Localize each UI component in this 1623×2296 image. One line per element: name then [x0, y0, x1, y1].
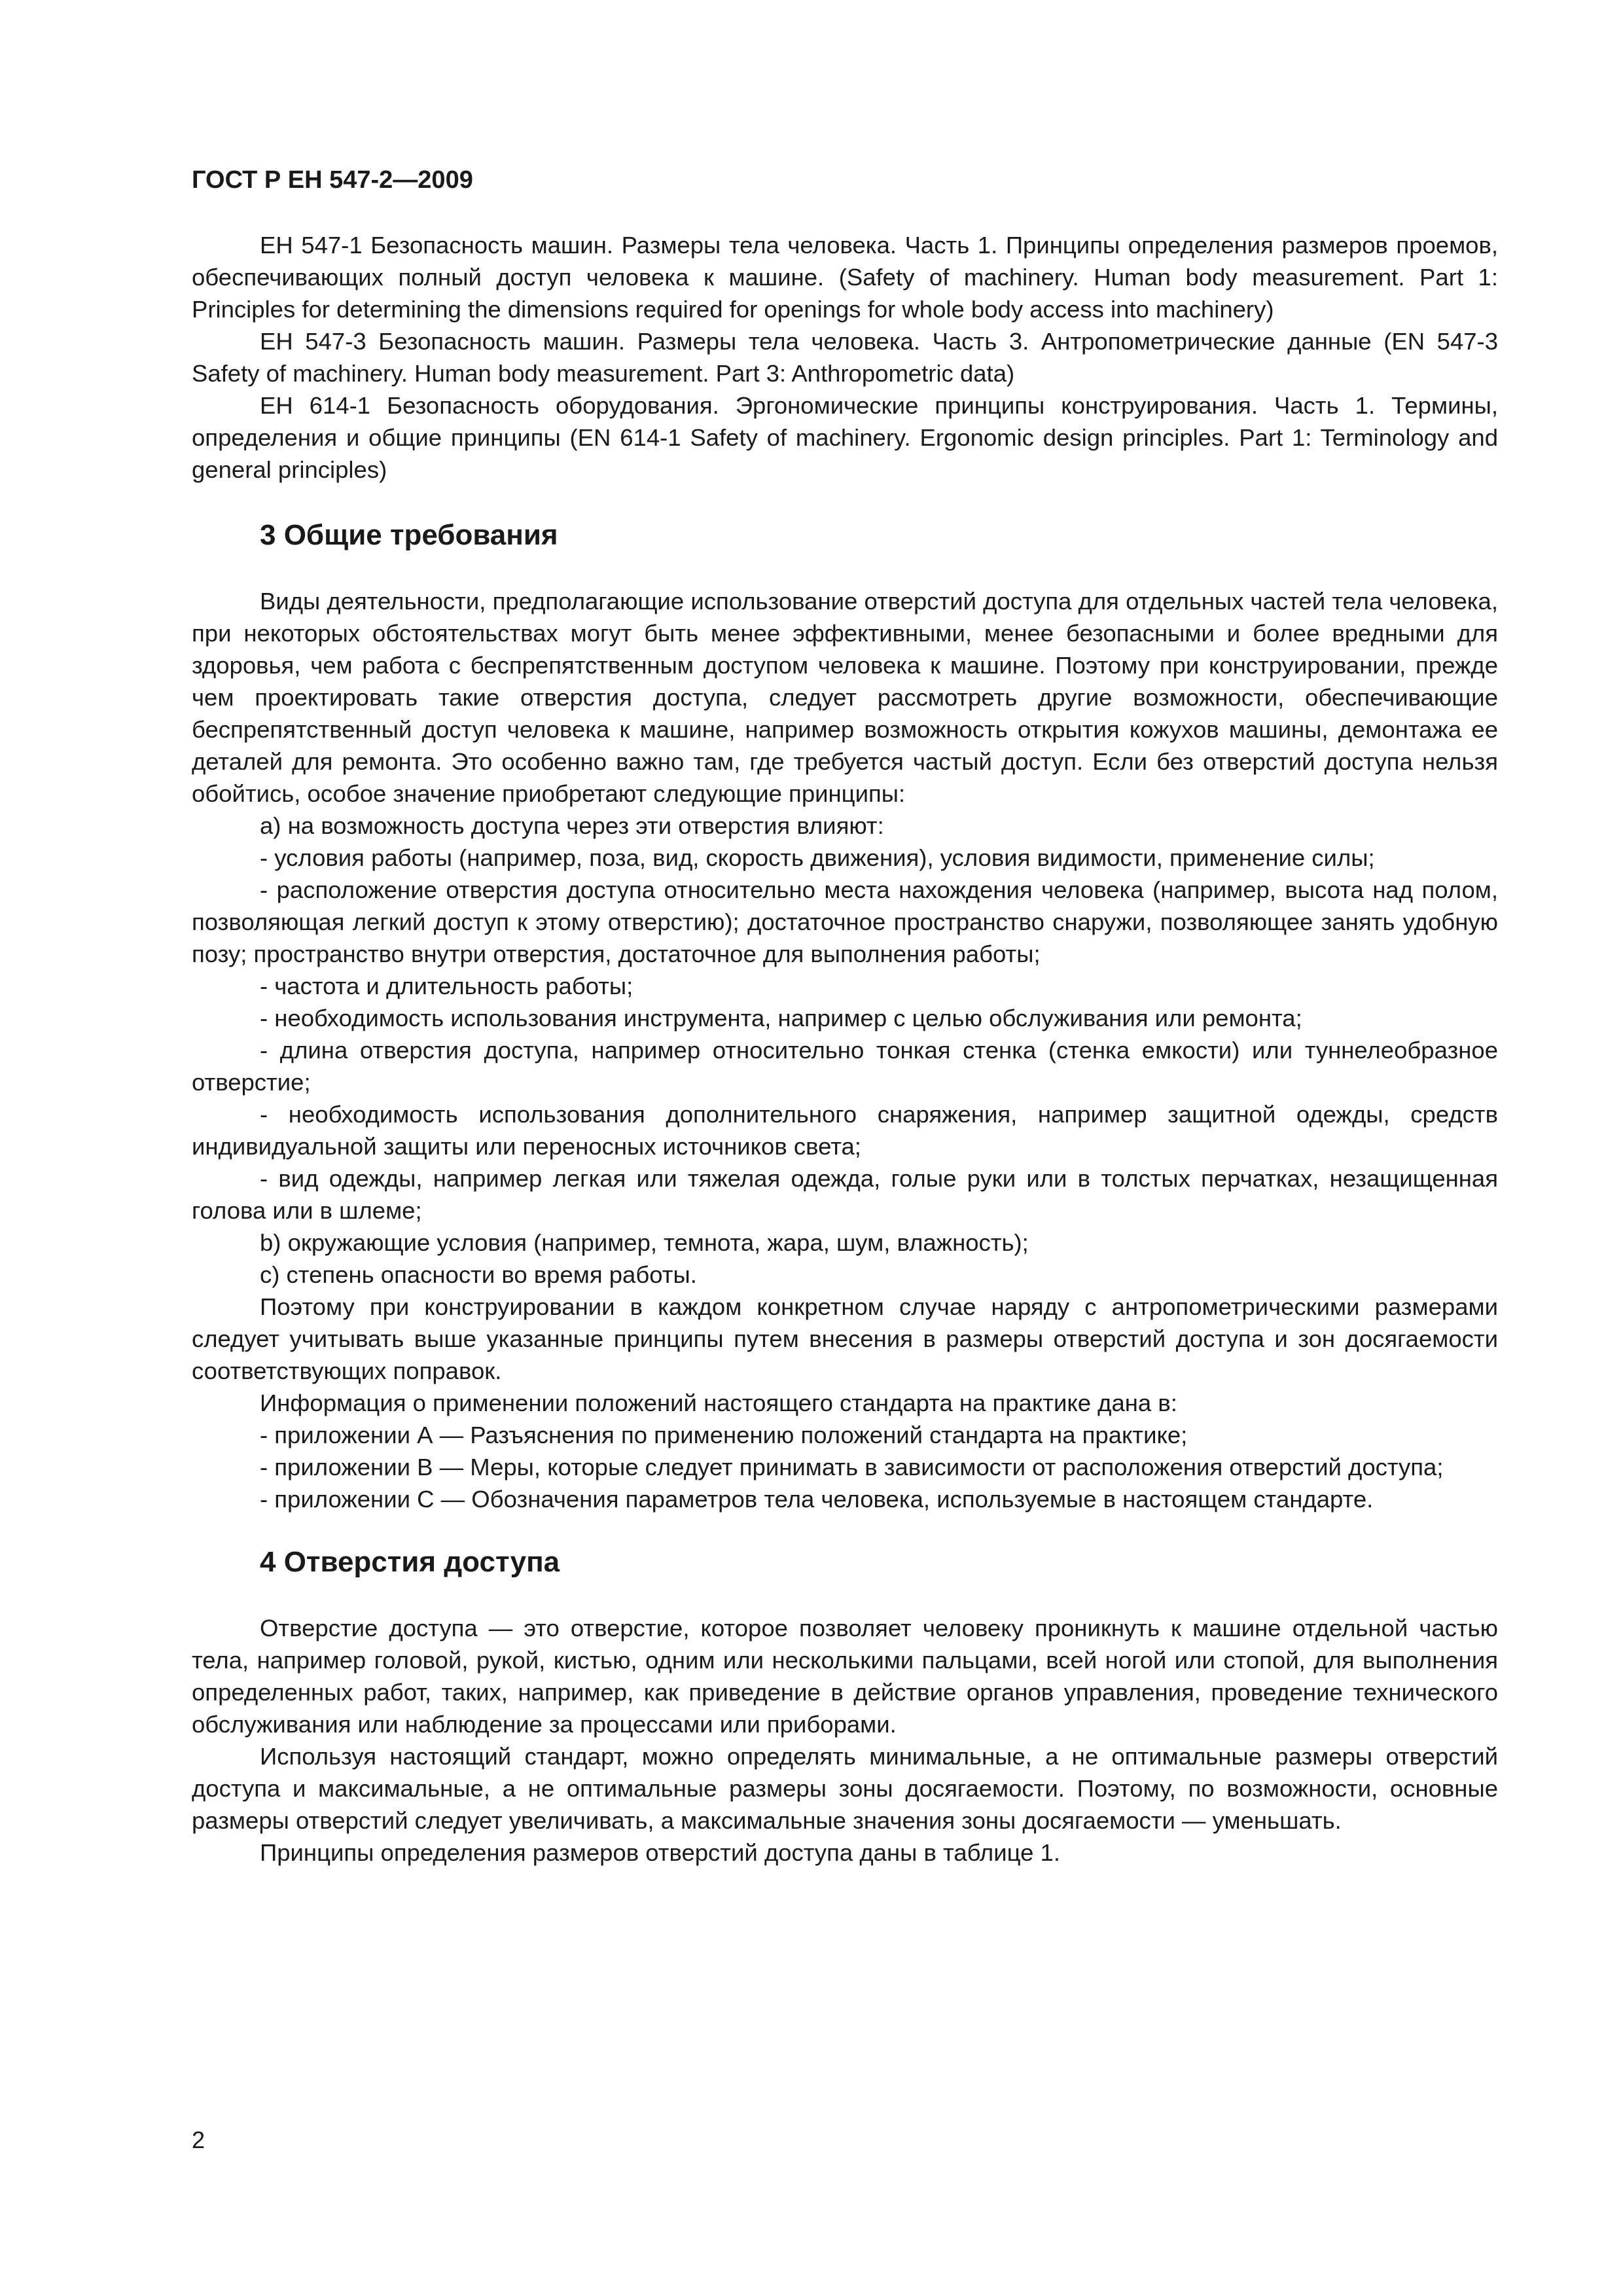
normative-references: [192, 229, 1498, 486]
section-heading: 4 Отверстия доступа: [260, 1546, 560, 1578]
list-item: - условия работы (например, поза, вид, скорость движения), условия видимости, применение силы;: [260, 844, 1375, 871]
paragraph: Поэтому при конструировании в каждом конкретном случае наряду с антропометрическими размерами следует учитывать выше указанные принципы путем внесения в размеры отверстий доступа и зон досягаемости соответствующих поправок.: [192, 1293, 1498, 1384]
page-content: [192, 229, 1498, 1869]
paragraph: Информация о применении положений настоящего стандарта на практике дана в:: [260, 1390, 1177, 1416]
reference-item: ЕН 547-3 Безопасность машин. Размеры тела человека. Часть 3. Антропометрические данные (EN 547-3 Safety of machinery. Human body measurement. Part 3: Anthropometric data): [192, 328, 1498, 387]
reference-item: ЕН 614-1 Безопасность оборудования. Эргономические принципы конструирования. Часть 1. Термины, определения и общие принципы (EN 614-1 Safety of machinery. Ergonomic design principles. Part 1: Terminology and general principles): [192, 392, 1498, 483]
list-item: - приложении А — Разъяснения по применению положений стандарта на практике;: [260, 1422, 1188, 1448]
list-item: - необходимость использования инструмента, например с целью обслуживания или ремонта;: [260, 1005, 1302, 1031]
page-number: 2: [192, 2126, 205, 2153]
reference-item: ЕН 547-1 Безопасность машин. Размеры тела человека. Часть 1. Принципы определения размеров проемов, обеспечивающих полный доступ человека к машине. (Safety of machinery. Human body measurement. Part 1: Principles for determining the dimensions required for openings for whole body access into machinery): [192, 232, 1498, 323]
list-item: - частота и длительность работы;: [260, 973, 633, 999]
list-item: - приложении В — Меры, которые следует принимать в зависимости от расположения отверстий доступа;: [260, 1454, 1444, 1480]
paragraph: Отверстие доступа — это отверстие, которое позволяет человеку проникнуть к машине отдельной частью тела, например головой, рукой, кистью, одним или несколькими пальцами, всей ногой или стопой, для выполнения определенных работ, таких, например, как приведение в действие органов управления, проведение технического обслуживания или наблюдение за процессами или приборами.: [192, 1615, 1498, 1738]
list-item: b) окружающие условия (например, темнота, жара, шум, влажность);: [260, 1229, 1029, 1256]
section-heading: 3 Общие требования: [260, 519, 558, 551]
list-item: а) на возможность доступа через эти отверстия влияют:: [260, 812, 884, 839]
list-item: - расположение отверстия доступа относительно места нахождения человека (например, высота над полом, позволяющая легкий доступ к этому отверстию); достаточное пространство снаружи, позволяющее занять удобную позу; пространство внутри отверстия, достаточное для выполнения работы;: [192, 876, 1498, 967]
paragraph: Принципы определения размеров отверстий доступа даны в таблице 1.: [260, 1839, 1060, 1866]
list-item: - длина отверстия доступа, например относительно тонкая стенка (стенка емкости) или туннелеобразное отверстие;: [192, 1037, 1498, 1096]
section-access-openings: [192, 1544, 1498, 1869]
list-item: - необходимость использования дополнительного снаряжения, например защитной одежды, средств индивидуальной защиты или переносных источников света;: [192, 1101, 1498, 1160]
list-item: - вид одежды, например легкая или тяжелая одежда, голые руки или в толстых перчатках, незащищенная голова или в шлеме;: [192, 1165, 1498, 1224]
list-item: c) степень опасности во время работы.: [260, 1261, 697, 1288]
paragraph: Используя настоящий стандарт, можно определять минимальные, а не оптимальные размеры отверстий доступа и максимальные, а не оптимальные размеры зоны досягаемости. Поэтому, по возможности, основные размеры отверстий следует увеличивать, а максимальные значения зоны досягаемости — уменьшать.: [192, 1743, 1498, 1834]
paragraph: Виды деятельности, предполагающие использование отверстий доступа для отдельных частей тела человека, при некоторых обстоятельствах могут быть менее эффективными, менее безопасными и более вредными для здоровья, чем работа с беспрепятственным доступом человека к машине. Поэтому при конструировании, прежде чем проектировать такие отверстия доступа, следует рассмотреть другие возможности, обеспечивающие беспрепятственный доступ человека к машине, например возможность открытия кожухов машины, демонтажа ее деталей для ремонта. Это особенно важно там, где требуется частый доступ. Если без отверстий доступа нельзя обойтись, особое значение приобретают следующие принципы:: [192, 588, 1498, 807]
document-code-header: ГОСТ Р ЕН 547-2—2009: [192, 166, 473, 194]
list-item: - приложении С — Обозначения параметров тела человека, используемые в настоящем стандарте.: [260, 1486, 1374, 1513]
section-general-requirements: [192, 517, 1498, 1515]
